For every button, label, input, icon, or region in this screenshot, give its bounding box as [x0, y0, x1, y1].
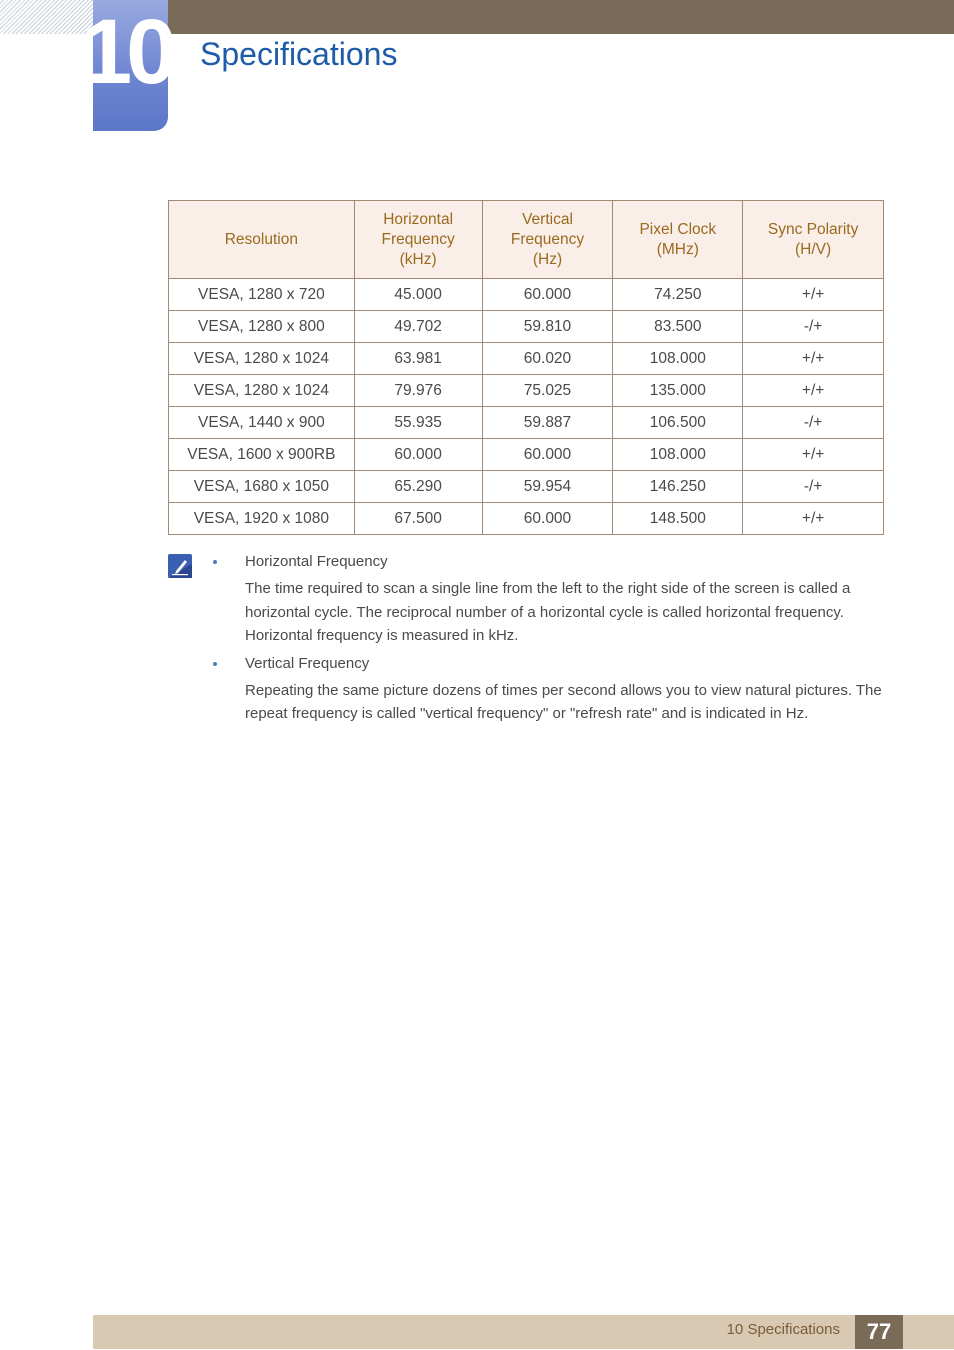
header-bar — [168, 0, 954, 34]
note-body: Repeating the same picture dozens of times per second allows you to view natural pictures. The repeat frequency is called "vertical frequency" or "refresh rate" and is indicated in Hz. — [245, 681, 882, 722]
header-resolution — [169, 201, 355, 279]
cell-resolution: VESA, 1440 x 900 — [169, 407, 355, 439]
bullet-icon — [213, 560, 217, 564]
header-sync-polarity — [743, 201, 884, 279]
page-number: 77 — [855, 1315, 903, 1349]
cell-vertical-frequency: 60.020 — [482, 343, 613, 375]
header-line: Pixel Clock — [639, 220, 717, 238]
timing-table — [168, 200, 884, 535]
cell-pixel-clock: 74.250 — [613, 279, 743, 311]
bullet-icon — [213, 662, 217, 666]
cell-pixel-clock: 148.500 — [613, 503, 743, 535]
cell-horizontal-frequency: 65.290 — [354, 471, 482, 503]
cell-vertical-frequency: 59.954 — [482, 471, 613, 503]
cell-vertical-frequency: 59.810 — [482, 311, 613, 343]
cell-horizontal-frequency: 45.000 — [354, 279, 482, 311]
cell-sync-polarity: -/+ — [743, 311, 884, 343]
cell-pixel-clock: 108.000 — [613, 343, 743, 375]
header-line: (Hz) — [532, 250, 563, 268]
cell-sync-polarity: -/+ — [743, 471, 884, 503]
cell-vertical-frequency: 75.025 — [482, 375, 613, 407]
table-row — [169, 407, 884, 439]
cell-vertical-frequency: 60.000 — [482, 503, 613, 535]
table-row — [169, 311, 884, 343]
note-title: Vertical Frequency — [245, 654, 370, 672]
cell-sync-polarity: -/+ — [743, 407, 884, 439]
cell-sync-polarity: +/+ — [743, 439, 884, 471]
cell-vertical-frequency: 60.000 — [482, 439, 613, 471]
chapter-number: 10 — [81, 1, 172, 103]
header-hatch-decoration — [0, 0, 93, 34]
cell-sync-polarity: +/+ — [743, 343, 884, 375]
cell-horizontal-frequency: 55.935 — [354, 407, 482, 439]
table-row — [169, 279, 884, 311]
cell-sync-polarity: +/+ — [743, 375, 884, 407]
table-row — [169, 343, 884, 375]
note-title: Horizontal Frequency — [245, 553, 388, 570]
cell-vertical-frequency: 59.887 — [482, 407, 613, 439]
table-row — [169, 471, 884, 503]
cell-horizontal-frequency: 60.000 — [354, 439, 482, 471]
cell-sync-polarity: +/+ — [743, 279, 884, 311]
cell-horizontal-frequency: 49.702 — [354, 311, 482, 343]
cell-pixel-clock: 146.250 — [613, 471, 743, 503]
header-line: Resolution — [224, 230, 298, 248]
note-item-horizontal-frequency — [213, 552, 883, 648]
cell-horizontal-frequency: 79.976 — [354, 375, 482, 407]
cell-horizontal-frequency: 67.500 — [354, 503, 482, 535]
note-pencil-icon — [168, 554, 192, 578]
chapter-number-block — [81, 0, 172, 131]
header-line: Horizontal — [383, 210, 454, 228]
header-line: (MHz) — [656, 240, 699, 258]
header-line: (H/V) — [795, 240, 832, 258]
cell-resolution: VESA, 1920 x 1080 — [169, 503, 355, 535]
table-row — [169, 439, 884, 471]
note-item-vertical-frequency — [213, 654, 883, 726]
cell-horizontal-frequency: 63.981 — [354, 343, 482, 375]
header-pixel-clock — [613, 201, 743, 279]
header-vertical-frequency — [482, 201, 613, 279]
notes-list — [213, 552, 883, 726]
cell-resolution: VESA, 1280 x 1024 — [169, 375, 355, 407]
header-horizontal-frequency — [354, 201, 482, 279]
cell-resolution: VESA, 1600 x 900RB — [169, 439, 355, 471]
cell-resolution: VESA, 1680 x 1050 — [169, 471, 355, 503]
cell-resolution: VESA, 1280 x 800 — [169, 311, 355, 343]
cell-resolution: VESA, 1280 x 1024 — [169, 343, 355, 375]
cell-resolution: VESA, 1280 x 720 — [169, 279, 355, 311]
cell-pixel-clock: 108.000 — [613, 439, 743, 471]
note-body: The time required to scan a single line from the left to the right side of the screen is called a horizontal cycle. The reciprocal number of a horizontal cycle is called horizontal frequency. Horizontal frequency is measured in kHz. — [245, 580, 851, 644]
cell-sync-polarity: +/+ — [743, 503, 884, 535]
cell-pixel-clock: 83.500 — [613, 311, 743, 343]
footer-section-label: 10 Specifications — [726, 1321, 840, 1338]
cell-pixel-clock: 135.000 — [613, 375, 743, 407]
table-header-row — [169, 201, 884, 279]
header-line: (kHz) — [399, 250, 437, 268]
header-line: Sync Polarity — [767, 220, 859, 238]
table-row — [169, 375, 884, 407]
header-line: Frequency — [381, 230, 455, 248]
header-line: Vertical — [522, 210, 573, 228]
cell-vertical-frequency: 60.000 — [482, 279, 613, 311]
page-title: Specifications — [200, 36, 398, 72]
cell-pixel-clock: 106.500 — [613, 407, 743, 439]
header-line: Frequency — [510, 230, 585, 248]
table-row — [169, 503, 884, 535]
